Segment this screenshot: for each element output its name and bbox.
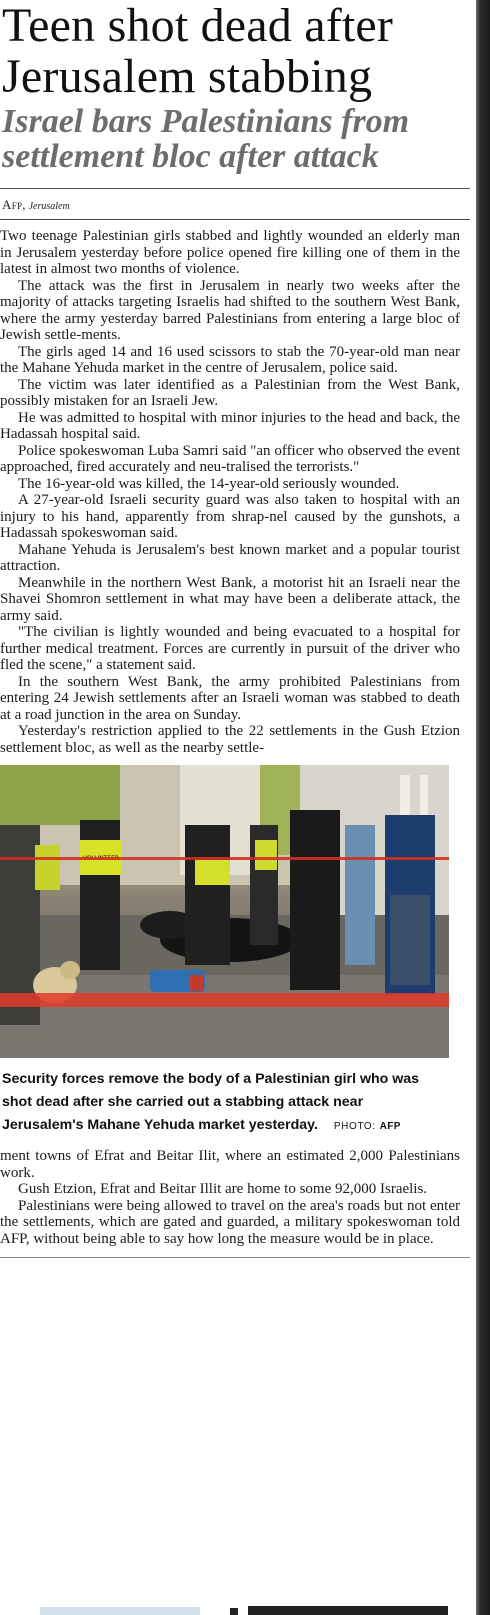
subheadline-line-1: Israel bars Palestinians from [2,103,410,140]
byline-rule [0,219,470,220]
next-article-strip [0,1604,476,1615]
news-photo-illustration [0,765,449,1058]
byline [2,197,476,213]
photo-credit-label: PHOTO: [333,1121,376,1132]
subheadline-line-2: settlement bloc after attack [2,138,379,175]
photo-caption [2,1068,448,1138]
article-body [0,228,460,756]
article-paragraph: He was admitted to hospital with minor injuries to the head and back, the Hadassah hospital said. [0,409,460,442]
photo-credit-source: AFP [379,1121,401,1132]
article-paragraph: A 27-year-old Israeli security guard was also taken to hospital with an injury to his hand, apparently from shrap-nel caused by the gunshots, a Hadassah spokeswoman said. [0,492,460,541]
article-paragraph: Two teenage Palestinian girls stabbed and lightly wounded an elderly man in Jerusalem yesterday before police opened fire killing one of them in the latest in almost two months of violence. [0,228,460,277]
article-paragraph: The attack was the first in Jerusalem in nearly two weeks after the majority of attacks targeting Israelis had shifted to the southern West Bank, where the army yesterday barred Palestinians from entering a large bloc of Jewish settle-ments. [0,277,460,343]
subheadline [0,104,476,174]
next-article-mark [230,1608,238,1615]
article-paragraph: The victim was later identified as a Palestinian from the West Bank, possibly mistaken for an Israeli Jew. [0,376,460,409]
headline-line-1: Teen shot dead after [2,0,394,52]
article-paragraph: Mahane Yehuda is Jerusalem's best known market and a popular tourist attraction. [0,541,460,574]
news-photo [0,765,449,1058]
article-body-continued [0,1148,460,1247]
article-paragraph: The girls aged 14 and 16 used scissors to stab the 70-year-old man near the Mahane Yehuda market in the centre of Jerusalem, police said. [0,343,460,376]
article-paragraph: Police spokeswoman Luba Samri said "an officer who observed the event approached, fired accurately and neu-tralised the terrorists." [0,442,460,475]
article-paragraph: Yesterday's restriction applied to the 22 settlements in the Gush Etzion settlement bloc, as well as the nearby settle- [0,723,460,756]
photo-caption-text: Security forces remove the body of a Palestinian girl who was shot dead after she carried out a stabbing attack near Jerusalem's Mahane Yehuda market yesterday. [2,1071,420,1133]
footer-rule [0,1257,470,1258]
next-article-headline-fragment [248,1606,448,1615]
article-paragraph: The 16-year-old was killed, the 14-year-old seriously wounded. [18,475,400,492]
article-paragraph: Palestinians were being allowed to travel on the area's roads but not enter the settlements, which are gated and guarded, a military spokeswoman told AFP, without being able to say how long the measure would be in place. [0,1197,460,1247]
byline-place: Jerusalem [28,201,70,212]
next-article-bar [40,1607,200,1615]
article-paragraph: Meanwhile in the northern West Bank, a motorist hit an Israeli near the Shavei Shomron settlement in what may have been a deliberate attack, the army said. [0,574,460,624]
article-paragraph: ment towns of Efrat and Beitar Ilit, where an estimated 2,000 Palestinians work. [0,1148,460,1181]
headline-rule [0,188,470,189]
headline [0,0,476,102]
page-edge-shadow [476,0,490,1615]
headline-line-2: Jerusalem stabbing [2,50,373,103]
article-paragraph: Gush Etzion, Efrat and Beitar Illit are home to some 92,000 Israelis. [18,1181,428,1197]
article-paragraph: "The civilian is lightly wounded and being evacuated to a hospital for further medical treatment. Forces are currently in pursuit of the driver who fled the scene," a statement said. [0,624,460,673]
article-paragraph: In the southern West Bank, the army prohibited Palestinians from entering 24 Jewish settlements after an Israeli woman was stabbed to death at a road junction in the area on Sunday. [0,673,460,723]
byline-agency: Afp, [2,197,26,212]
